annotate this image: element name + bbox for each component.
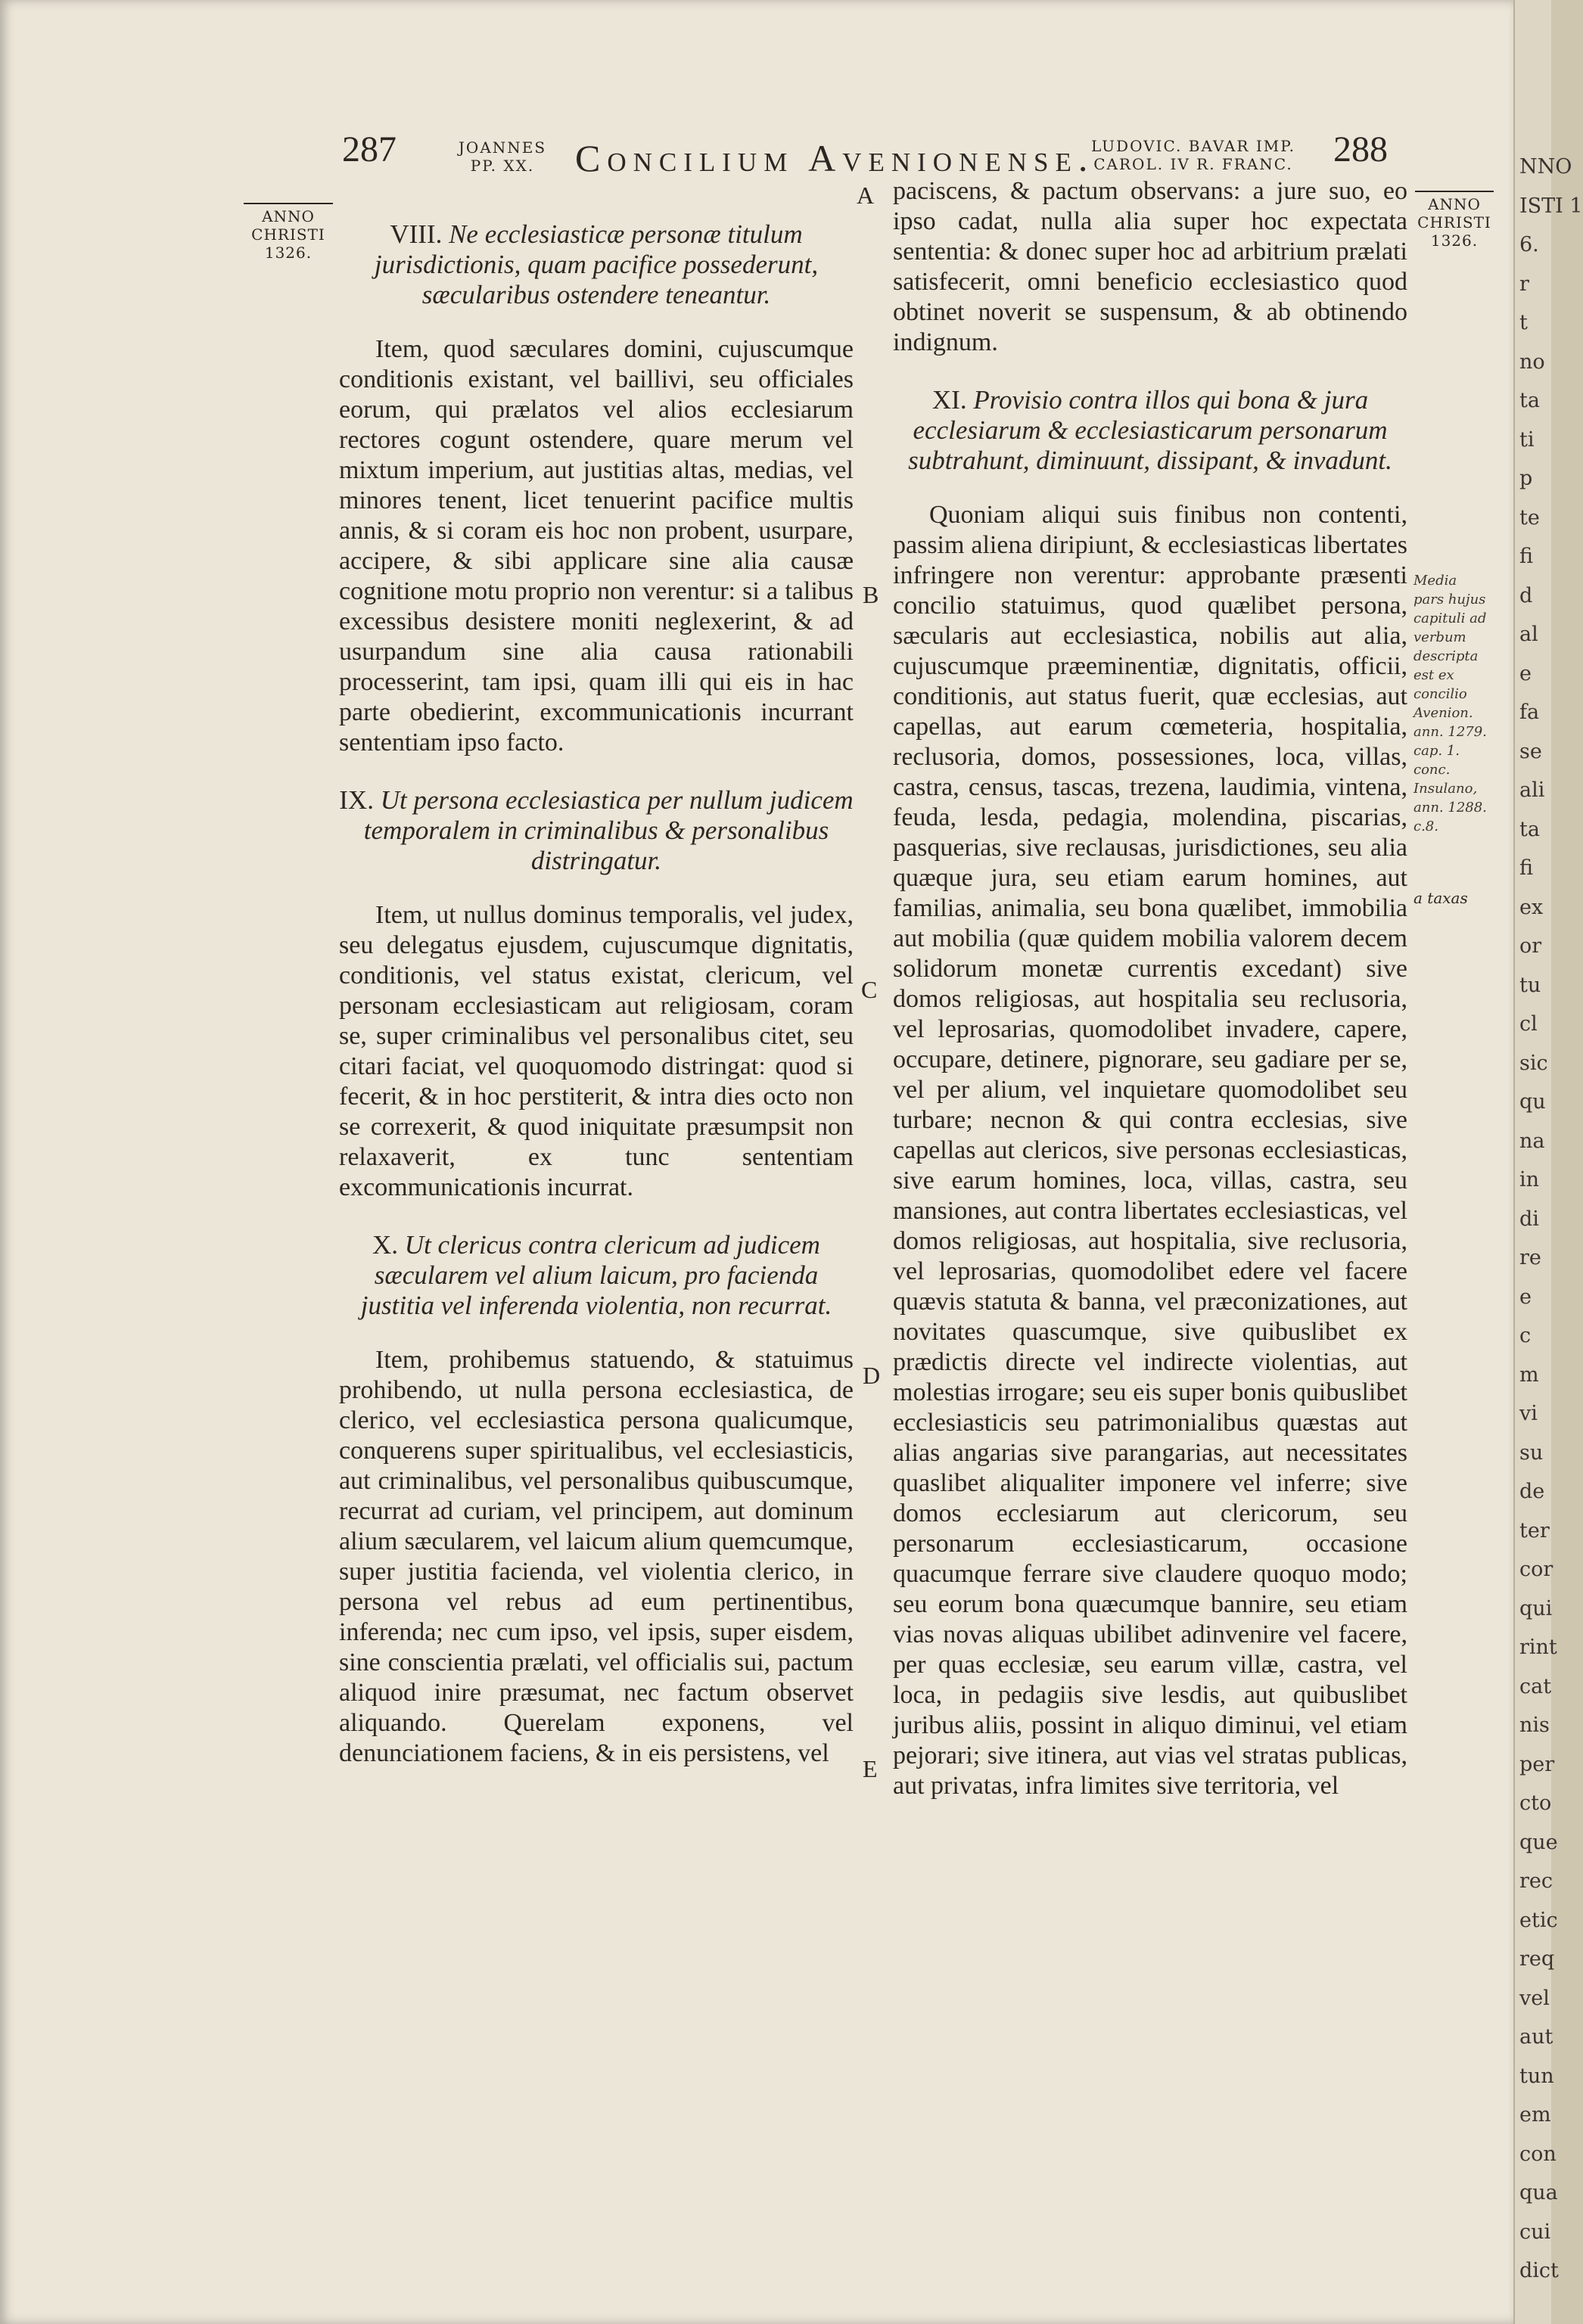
next-page-fragment: rec — [1519, 1869, 1553, 1893]
section-letter-a: A — [857, 182, 875, 209]
next-page-fragment: req — [1519, 1947, 1555, 1971]
next-page-fragment: NNO — [1519, 155, 1572, 179]
next-page-fragment: cto — [1519, 1791, 1552, 1815]
section-text-viii: Item, quod sæculares domini, cujuscumque conditionis existant, vel baillivi, seu officiales eorum, qui prælatos vel alios ecclesiarum rectores cogunt ostendere, quare merum vel mixtum imperium, aut justitias altas, medias, vel minores tenent, licet tenuerint pacifice multis annis, & si coram eis hoc non probent, usurpare, accipere, & sibi applicare sine alia causæ cognitione motu proprio non verentur: si a talibus excessibus desistere moniti neglexerint, & ad usurpandum sine alia causa rationabili processerint, tam ipsi, quam illi qui eis in hac parte obedierint, excommunicationis incurrant sententiam ipso facto. — [339, 335, 854, 757]
right-side-note: Media pars hujus capituli ad verbum descripta est ex concilio Avenion. ann. 1279. cap. 1. conc. Insulano, ann. 1288. c.8. — [1414, 573, 1487, 834]
section-letter-b: B — [863, 581, 879, 608]
section-heading-ix: IX. Ut persona ecclesiastica per nullum judicem temporalem in criminalibus & personalibus distringatur. — [339, 785, 854, 875]
next-page-fragment: di — [1519, 1207, 1539, 1231]
right-running-head: LUDOVIC. BAVAR IMP. CAROL. IV R. FRANC. — [1090, 137, 1295, 173]
next-page-fragment: na — [1519, 1129, 1545, 1153]
next-page-fragment: ter — [1519, 1518, 1550, 1543]
next-page-fragment: d — [1519, 583, 1533, 607]
next-page-fragment: 6. — [1519, 233, 1539, 256]
next-page-fragment: no — [1519, 350, 1545, 374]
section-text-x-continued: paciscens, & pactum observans: a jure suo, eo ipso cadat, nulla alia super hoc expectata sententia: & donec super hoc ad arbitrium prælati satisfecerit, omni beneficio ecclesiastico quod obtinet noverit se suspensum, & ab obtinendo indignum. — [893, 177, 1407, 356]
section-heading-viii: VIII. Ne ecclesiasticæ personæ titulum jurisdictionis, quam pacifice possederunt, sæcularibus ostendere teneantur. — [374, 219, 819, 309]
next-page-fragment: sic — [1519, 1051, 1548, 1075]
next-page-fragment: que — [1519, 1830, 1558, 1854]
left-page-number: 287 — [342, 129, 397, 169]
next-page-fragment: r — [1519, 272, 1529, 296]
next-page-fragment: or — [1519, 934, 1542, 958]
left-anno-note: ANNO CHRISTI 1326. — [244, 203, 333, 262]
next-page-fragment: te — [1519, 505, 1540, 530]
next-page-fragment: de — [1519, 1480, 1545, 1503]
next-page-fragment: tun — [1519, 2064, 1554, 2088]
next-page-fragment: fi — [1519, 545, 1534, 568]
page-title: Concilium Avenionense. — [575, 137, 1095, 179]
next-page-fragment: tu — [1519, 973, 1541, 997]
next-page-fragment: m — [1519, 1362, 1539, 1387]
next-page-fragment: dict — [1519, 2259, 1559, 2282]
section-letter-d: D — [863, 1362, 881, 1389]
next-page-fragment: ex — [1519, 895, 1544, 919]
next-page-fragment: vi — [1519, 1402, 1538, 1425]
left-column — [339, 219, 854, 1796]
next-page-fragment: etic — [1519, 1908, 1558, 1932]
right-anno-note: ANNO CHRISTI 1326. — [1415, 191, 1494, 250]
next-page-fragment: ali — [1519, 778, 1545, 802]
next-page-fragment: vel — [1519, 1986, 1550, 2010]
next-page-fragment: cui — [1519, 2220, 1551, 2244]
section-heading-x: X. Ut clericus contra clericum ad judicem sæcularem vel alium laicum, pro facienda justitia vel inferenda violentia, non recurrat. — [360, 1230, 832, 1320]
next-page-fragment: per — [1519, 1752, 1555, 1776]
next-page-fragment: ISTI 1 — [1519, 194, 1583, 218]
next-page-fragment: qui — [1519, 1596, 1553, 1620]
next-page-fragment: qu — [1519, 1090, 1546, 1114]
section-text-ix: Item, ut nullus dominus temporalis, vel judex, seu delegatus ejusdem, cujuscumque dignitatis, conditionis, vel status existat, clericum, vel personam ecclesiasticam aut religiosam, coram se, super criminalibus vel personalibus citet, seu citari faciat, vel quoquomodo distringat: quod si fecerit, & in hoc perstiterit, & intra dies octo non se correxerit, & quod iniquitate præsumpsit non relaxaverit, ex tunc sententiam excommunicationis incurrat. — [339, 901, 854, 1201]
section-text-xi: Quoniam aliqui suis finibus non contenti, passim aliena diripiunt, & ecclesiasticas libertates infringere non verentur: approbante præsenti concilio statuimus, quod quælibet persona, sæcularis aut ecclesiastica, nobilis aut alia, cujuscumque præeminentiæ, dignitatis, officii, conditionis, aut status fuerit, quæ ecclesias, aut capellas, aut earum cœmeteria, hospitalia, reclusoria, domos, possessiones, loca, villas, castra, census, tascas, trezena, laudimia, vintena, feuda, lesda, pedagia, molendina, piscarias, pasquerias, sive reclausas, jurisdictiones, seu alia quæque jura, seu etiam earum homines, aut familias, animalia, seu bona quælibet, immobilia aut mobilia (quæ quidem mobilia valorem decem solidorum monetæ currentis excedant) sive domos religiosas, aut hospitalia seu reclusoria, vel leprosarias, quomodolibet invadere, capere, occupare, detinere, pignorare, seu gadiare per se, vel per alium, vel inquietare quomodolibet seu turbare; necnon & qui contra ecclesias, sive capellas aut clericos, sive personas ecclesiasticas, sive earum homines, loca, villas, castra, seu mansiones, aut contra libertates ecclesiasticas, vel domos religiosas, aut hospitalia, sive reclusoria, vel leprosarias, quomodolibet edere vel facere quævis statuta & banna, vel præconizationes, aut novitates quascumque, sive quibuslibet ex prædictis directe vel indirecte violentias, aut molestias irrogare; seu eis super bonis quibuslibet ecclesiasticis seu patrimonialibus quæstas aut alias angarias sive parangarias, aut necessitates quaslibet aliqualiter imponere vel inferre; sive domos ecclesiarum aut clericorum, seu personarum ecclesiasticarum, occasione quacumque ferrare sive claudere quoquo modo; seu eorum bona quæcumque bannire, seu etiam vias novas aliquas ubilibet adinvenire vel facere, per quas ecclesiæ, seu earum villæ, castra, vel loca, in pedagiis sive lesdis, aut quibuslibet juribus aliis, possint in aliquo diminui, vel etiam pejorari; sive itinera, aut vias vel stratas publicas, aut privatas, infra limites sive territoria, vel — [893, 501, 1407, 1800]
next-page-fragment: su — [1519, 1440, 1544, 1465]
next-page-fragment: rint — [1519, 1636, 1557, 1659]
next-page-fragment: ti — [1519, 427, 1535, 452]
next-page-edge — [1513, 0, 1583, 2324]
next-page-fragment: nis — [1519, 1713, 1550, 1737]
next-page-fragment: t — [1519, 311, 1528, 334]
next-page-fragment: e — [1519, 1285, 1532, 1309]
next-page-fragment: c — [1519, 1324, 1532, 1347]
next-page-fragment: cor — [1519, 1558, 1553, 1581]
next-page-fragment: fi — [1519, 856, 1534, 880]
next-page-fragment: qua — [1519, 2181, 1558, 2204]
next-page-fragment: al — [1519, 623, 1538, 646]
next-page-fragment: con — [1519, 2142, 1557, 2166]
right-side-mark: a taxas — [1414, 889, 1468, 907]
next-page-fragment: re — [1519, 1246, 1541, 1269]
left-running-head: JOANNES PP. XX. — [458, 138, 547, 175]
section-letter-e: E — [863, 1755, 878, 1782]
next-page-fragment: ta — [1519, 389, 1540, 412]
section-letter-c: C — [861, 976, 878, 1003]
next-page-fragment: se — [1519, 739, 1542, 763]
next-page-fragment: e — [1519, 661, 1532, 685]
next-page-fragment: aut — [1519, 2025, 1553, 2049]
next-page-fragment: p — [1519, 467, 1533, 490]
section-heading-xi: XI. Provisio contra illos qui bona & jura ecclesiarum & ecclesiasticarum personarum subtrahunt, diminuunt, dissipant, & invadunt. — [908, 385, 1392, 475]
right-column — [893, 176, 1407, 1828]
next-page-fragment: fa — [1519, 701, 1540, 724]
next-page-fragment: cat — [1519, 1674, 1552, 1698]
next-page-fragment: ta — [1519, 817, 1540, 841]
next-page-fragment: in — [1519, 1168, 1540, 1192]
next-page-fragment: cl — [1519, 1012, 1538, 1036]
section-text-x: Item, prohibemus statuendo, & statuimus prohibendo, ut nulla persona ecclesiastica, de clerico, vel ecclesiastica persona qualicumque, conquerens super spiritualibus, vel ecclesiasticis, aut criminalibus, vel personalibus quibuscumque, recurrat ad curiam, vel principem, aut dominum alium sæcularem, vel laicum alium quemcumque, super justitia facienda, vel violentia clerico, in persona vel rebus ad eum pertinentibus, inferenda; nec cum ipso, vel ipsis, super eisdem, sine conscientia prælati, vel officialis sui, pactum aliquod inire præsumat, nec factum observet aliquando. Querelam exponens, vel denunciationem faciens, & in eis persistens, vel — [339, 1346, 854, 1767]
right-page-number: 288 — [1333, 129, 1388, 169]
next-page-fragment: em — [1519, 2103, 1551, 2127]
